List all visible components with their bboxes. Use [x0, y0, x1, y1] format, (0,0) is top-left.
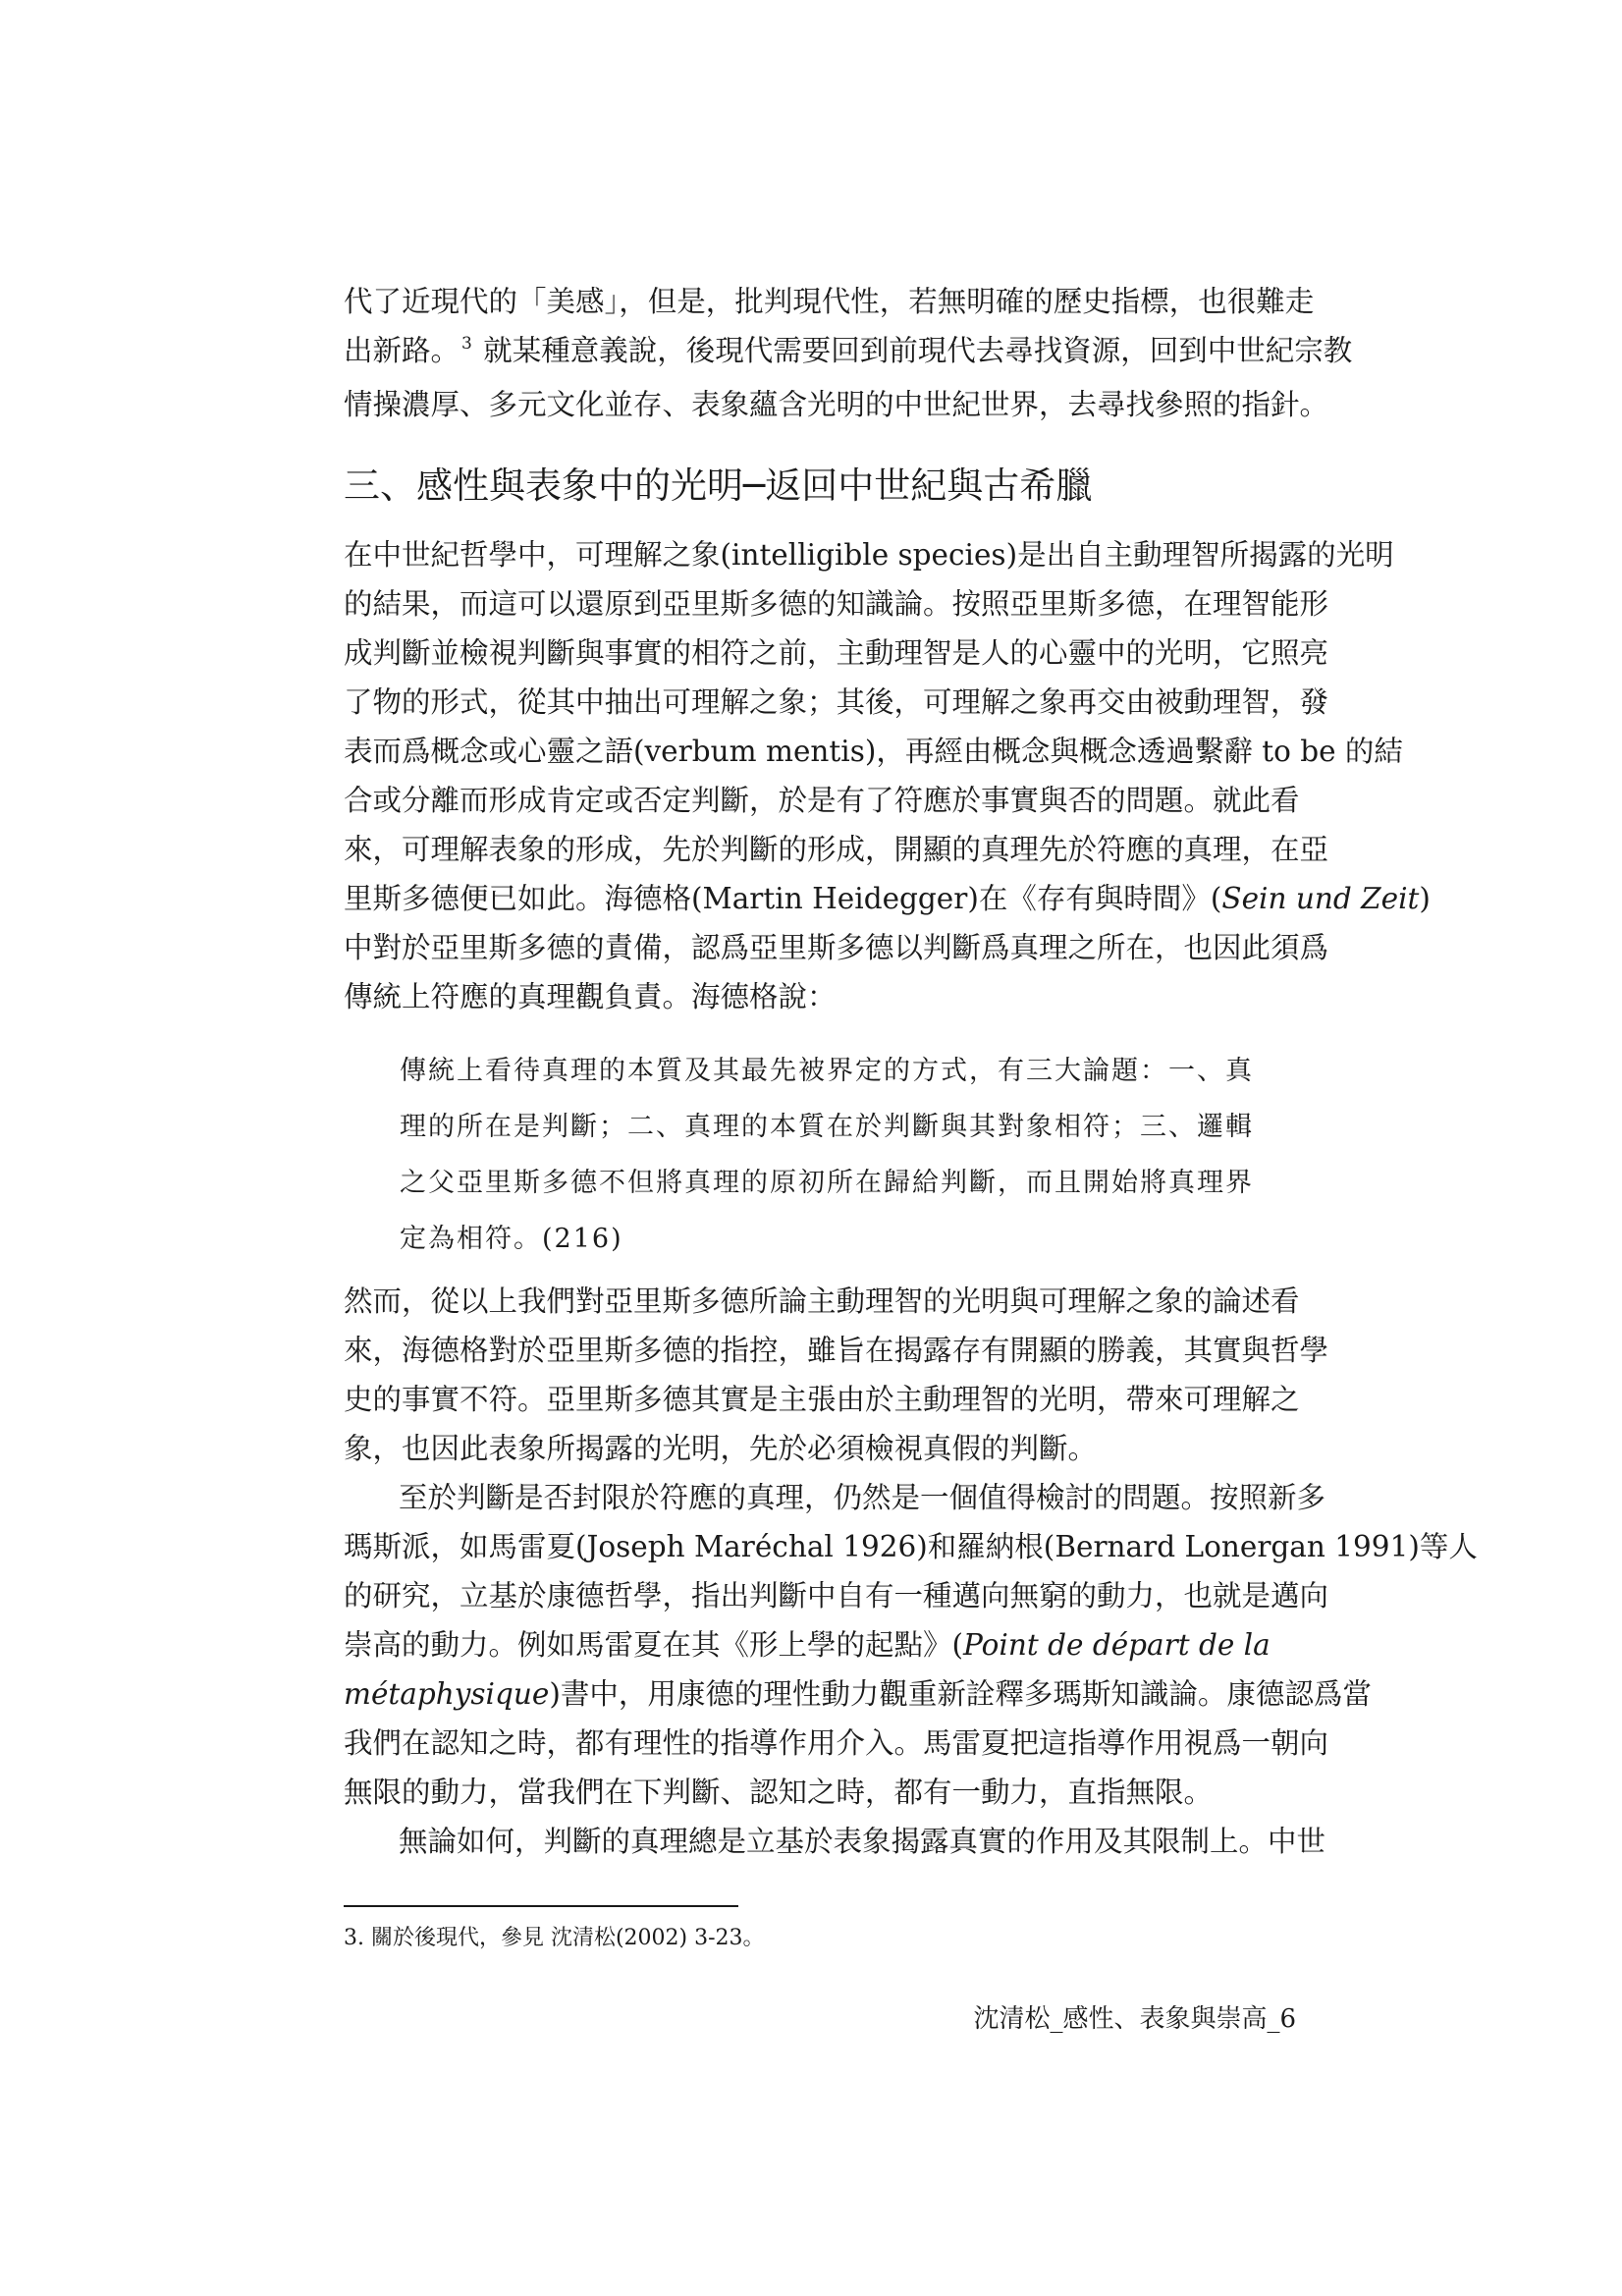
paragraph-judgment	[344, 1473, 1478, 1817]
quote-line: 定為相符。(216)	[400, 1224, 623, 1254]
text-line: 里斯多德便已如此。海德格(Martin Heidegger)在《存有與時間》(Sein und Zeit)	[344, 882, 1431, 915]
text-line: 無限的動力，當我們在下判斷、認知之時，都有一動力，直指無限。	[344, 1776, 1214, 1809]
text-line: 表而爲概念或心靈之語(verbum mentis)，再經由概念與概念透過繫辭 to be 的結	[344, 735, 1403, 768]
paragraph-critique	[344, 1277, 1329, 1473]
text-line: 我們在認知之時，都有理性的指導作用介入。馬雷夏把這指導作用視爲一朝向	[344, 1726, 1329, 1760]
text-line: 情操濃厚、多元文化並存、表象蘊含光明的中世紀世界，去尋找參照的指針。	[344, 388, 1329, 421]
section-heading: 三、感性與表象中的光明─返回中世紀與古希臘	[344, 465, 1093, 507]
text-line: 無論如何，判斷的真理總是立基於表象揭露真實的作用及其限制上。中世	[399, 1825, 1326, 1858]
paragraph-aristotle	[344, 530, 1431, 1021]
text-line: 了物的形式，從其中抽出可理解之象；其後，可理解之象再交由被動理智，發	[344, 685, 1329, 719]
italic-title: métaphysique	[344, 1677, 550, 1711]
block-quote	[400, 1043, 1254, 1267]
quote-line: 理的所在是判斷；二、真理的本質在於判斷與其對象相符；三、邏輯	[400, 1112, 1254, 1142]
quote-line: 傳統上看待真理的本質及其最先被界定的方式，有三大論題：一、真	[400, 1056, 1254, 1086]
footnote-marker[interactable]: 3	[461, 334, 472, 354]
text-line: métaphysique)書中，用康德的理性動力觀重新詮釋多瑪斯知識論。康德認爲當	[344, 1677, 1372, 1711]
text-line: 中對於亞里斯多德的責備，認爲亞里斯多德以判斷爲真理之所在，也因此須爲	[344, 931, 1329, 964]
text-line: 成判斷並檢視判斷與事實的相符之前，主動理智是人的心靈中的光明，它照亮	[344, 636, 1329, 670]
footnote-divider	[344, 1905, 738, 1907]
text-line: 的研究，立基於康德哲學，指出判斷中自有一種邁向無窮的動力，也就是邁向	[344, 1579, 1329, 1613]
text-line: 來，可理解表象的形成，先於判斷的形成，開顯的真理先於符應的真理，在亞	[344, 833, 1329, 866]
text-line: 在中世紀哲學中，可理解之象(intelligible species)是出自主動理智所揭露的光明	[344, 538, 1394, 572]
text-line: 至於判斷是否封限於符應的真理，仍然是一個值得檢討的問題。按照新多	[399, 1481, 1326, 1514]
italic-title: Point de départ de la	[963, 1628, 1271, 1662]
page-footer: 沈清松_感性、表象與崇高_6	[973, 2004, 1296, 2034]
italic-title: Sein und Zeit	[1221, 882, 1420, 915]
text-line: 代了近現代的「美感」，但是，批判現代性，若無明確的歷史指標，也很難走	[344, 285, 1315, 318]
text-line: 然而，從以上我們對亞里斯多德所論主動理智的光明與可理解之象的論述看	[344, 1285, 1300, 1318]
footnote-text: 3. 關於後現代，參見 沈清松(2002) 3-23。	[344, 1926, 765, 1950]
quote-line: 之父亞里斯多德不但將真理的原初所在歸給判斷，而且開始將真理界	[400, 1168, 1254, 1198]
text-line: 合或分離而形成肯定或否定判斷，於是有了符應於事實與否的問題。就此看	[344, 784, 1300, 817]
paragraph-conclusion	[344, 1817, 1326, 1866]
text-line: 的結果，而這可以還原到亞里斯多德的知識論。按照亞里斯多德，在理智能形	[344, 587, 1329, 621]
text-line: 傳統上符應的真理觀負責。海德格說：	[344, 980, 837, 1013]
text-line: 來，海德格對於亞里斯多德的指控，雖旨在揭露存有開顯的勝義，其實與哲學	[344, 1334, 1329, 1367]
text-line: 瑪斯派，如馬雷夏(Joseph Maréchal 1926)和羅納根(Bernard Lonergan 1991)等人	[344, 1530, 1478, 1563]
text-line: 出新路。 $^3$ 就某種意義說，後現代需要回到前現代去尋找資源，回到中世紀宗教	[344, 334, 1353, 367]
text-line: 史的事實不符。亞里斯多德其實是主張由於主動理智的光明，帶來可理解之	[344, 1383, 1300, 1416]
paragraph-intro	[344, 277, 1353, 429]
text-line: 崇高的動力。例如馬雷夏在其《形上學的起點》(Point de départ de la	[344, 1628, 1271, 1662]
text-line: 象，也因此表象所揭露的光明，先於必須檢視真假的判斷。	[344, 1432, 1098, 1465]
